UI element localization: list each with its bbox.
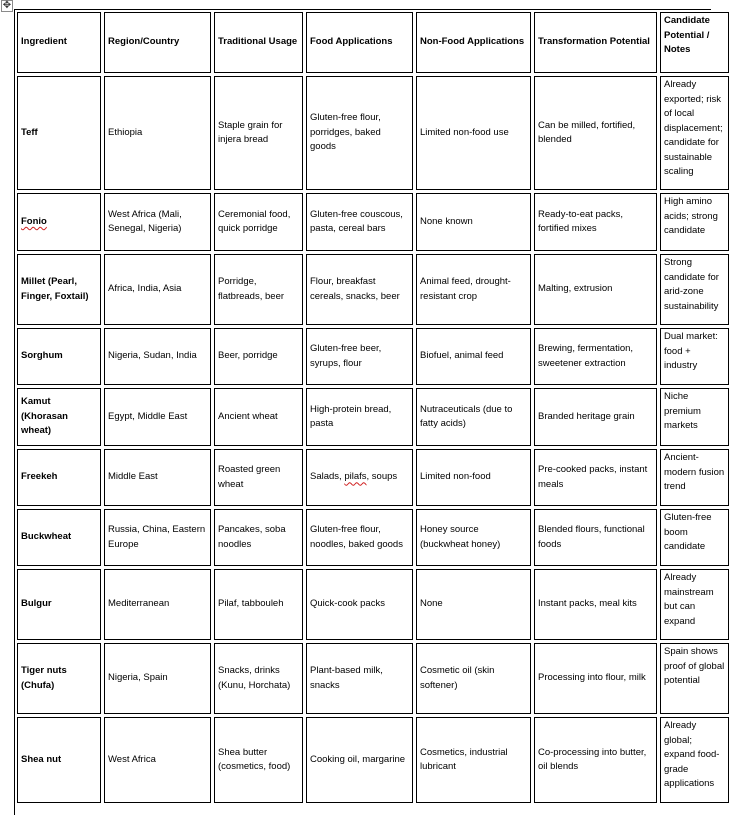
table-row: [17, 643, 729, 714]
cell-transformation: Pre-cooked packs, instant meals: [534, 449, 657, 506]
cell-notes: Spain shows proof of global potential: [660, 643, 729, 714]
cell-notes: Already mainstream but can expand: [660, 569, 729, 640]
cell-transformation: Can be milled, fortified, blended: [534, 76, 657, 190]
cell-notes: Already global; expand food-grade applications: [660, 717, 729, 803]
cell-ingredient: Freekeh: [17, 449, 101, 506]
header-row: [17, 12, 729, 73]
cell-notes: Niche premium markets: [660, 388, 729, 446]
cell-ingredient: Shea nut: [17, 717, 101, 803]
table-row: [17, 717, 729, 803]
cell-traditional: Staple grain for injera bread: [214, 76, 303, 190]
cell-region: Egypt, Middle East: [104, 388, 211, 446]
cell-food: Gluten-free couscous, pasta, cereal bars: [306, 193, 413, 251]
table-move-handle-icon[interactable]: ✥: [2, 0, 12, 11]
cell-transformation: Co-processing into butter, oil blends: [534, 717, 657, 803]
header-ingredient: Ingredient: [17, 12, 101, 73]
cell-ingredient: Kamut (Khorasan wheat): [17, 388, 101, 446]
cell-region: Middle East: [104, 449, 211, 506]
cell-notes: Gluten-free boom candidate: [660, 509, 729, 566]
cell-ingredient: Buckwheat: [17, 509, 101, 566]
cell-traditional: Snacks, drinks (Kunu, Horchata): [214, 643, 303, 714]
spellcheck-word[interactable]: Fonio: [21, 215, 47, 227]
food-suffix: , soups: [366, 471, 398, 483]
header-transformation-potential: Transformation Potential: [534, 12, 657, 73]
cell-traditional: Pancakes, soba noodles: [214, 509, 303, 566]
header-non-food-applications: Non-Food Applications: [416, 12, 531, 73]
cell-transformation: Instant packs, meal kits: [534, 569, 657, 640]
table-row: [17, 569, 729, 640]
cell-region: West Africa (Mali, Senegal, Nigeria): [104, 193, 211, 251]
cell-nonfood: Honey source (buckwheat honey): [416, 509, 531, 566]
cell-traditional: Ancient wheat: [214, 388, 303, 446]
header-region: Region/Country: [104, 12, 211, 73]
cell-nonfood: Cosmetic oil (skin softener): [416, 643, 531, 714]
cell-ingredient: Tiger nuts (Chufa): [17, 643, 101, 714]
table-row: [17, 193, 729, 251]
cell-ingredient: Sorghum: [17, 328, 101, 385]
spellcheck-word[interactable]: pilafs: [344, 471, 367, 483]
header-traditional-usage: Traditional Usage: [214, 12, 303, 73]
cell-traditional: Porridge, flatbreads, beer: [214, 254, 303, 325]
cell-transformation: Malting, extrusion: [534, 254, 657, 325]
cell-transformation: Ready-to-eat packs, fortified mixes: [534, 193, 657, 251]
cell-notes: High amino acids; strong candidate: [660, 193, 729, 251]
cell-ingredient: Teff: [17, 76, 101, 190]
cell-food: [306, 449, 413, 506]
table-row: [17, 328, 729, 385]
header-food-applications: Food Applications: [306, 12, 413, 73]
cell-traditional: Ceremonial food, quick porridge: [214, 193, 303, 251]
table-row: [17, 76, 729, 190]
cell-traditional: Roasted green wheat: [214, 449, 303, 506]
cell-traditional: Shea butter (cosmetics, food): [214, 717, 303, 803]
cell-transformation: Branded heritage grain: [534, 388, 657, 446]
cell-region: West Africa: [104, 717, 211, 803]
cell-nonfood: Cosmetics, industrial lubricant: [416, 717, 531, 803]
cell-nonfood: None: [416, 569, 531, 640]
cell-food: Gluten-free flour, noodles, baked goods: [306, 509, 413, 566]
cell-ingredient: [17, 193, 101, 251]
header-candidate-notes: Candidate Potential / Notes: [660, 12, 729, 73]
ingredients-table-container: [14, 9, 725, 815]
cell-notes: Ancient-modern fusion trend: [660, 449, 729, 506]
table-row: [17, 388, 729, 446]
cell-food: Quick-cook packs: [306, 569, 413, 640]
table-row: [17, 509, 729, 566]
cell-transformation: Processing into flour, milk: [534, 643, 657, 714]
cell-traditional: Pilaf, tabbouleh: [214, 569, 303, 640]
cell-nonfood: Limited non-food: [416, 449, 531, 506]
cell-region: Russia, China, Eastern Europe: [104, 509, 211, 566]
cell-traditional: Beer, porridge: [214, 328, 303, 385]
cell-region: Ethiopia: [104, 76, 211, 190]
cell-transformation: Brewing, fermentation, sweetener extraction: [534, 328, 657, 385]
ingredients-table: [14, 9, 732, 806]
cell-nonfood: Biofuel, animal feed: [416, 328, 531, 385]
cell-notes: Dual market: food + industry: [660, 328, 729, 385]
cell-region: Mediterranean: [104, 569, 211, 640]
cell-nonfood: None known: [416, 193, 531, 251]
cell-food: Flour, breakfast cereals, snacks, beer: [306, 254, 413, 325]
cell-nonfood: Nutraceuticals (due to fatty acids): [416, 388, 531, 446]
cell-region: Nigeria, Spain: [104, 643, 211, 714]
cell-food: Gluten-free flour, porridges, baked goods: [306, 76, 413, 190]
cell-ingredient: Bulgur: [17, 569, 101, 640]
cell-region: Nigeria, Sudan, India: [104, 328, 211, 385]
cell-nonfood: Animal feed, drought-resistant crop: [416, 254, 531, 325]
cell-food: Gluten-free beer, syrups, flour: [306, 328, 413, 385]
cell-food: Cooking oil, margarine: [306, 717, 413, 803]
table-row: [17, 254, 729, 325]
cell-notes: Already exported; risk of local displacement; candidate for sustainable scaling: [660, 76, 729, 190]
cell-region: Africa, India, Asia: [104, 254, 211, 325]
cell-food: High-protein bread, pasta: [306, 388, 413, 446]
cell-transformation: Blended flours, functional foods: [534, 509, 657, 566]
food-prefix: Salads,: [310, 471, 345, 483]
cell-food: Plant-based milk, snacks: [306, 643, 413, 714]
cell-nonfood: Limited non-food use: [416, 76, 531, 190]
cell-notes: Strong candidate for arid-zone sustainability: [660, 254, 729, 325]
table-row: [17, 449, 729, 506]
cell-ingredient: Millet (Pearl, Finger, Foxtail): [17, 254, 101, 325]
